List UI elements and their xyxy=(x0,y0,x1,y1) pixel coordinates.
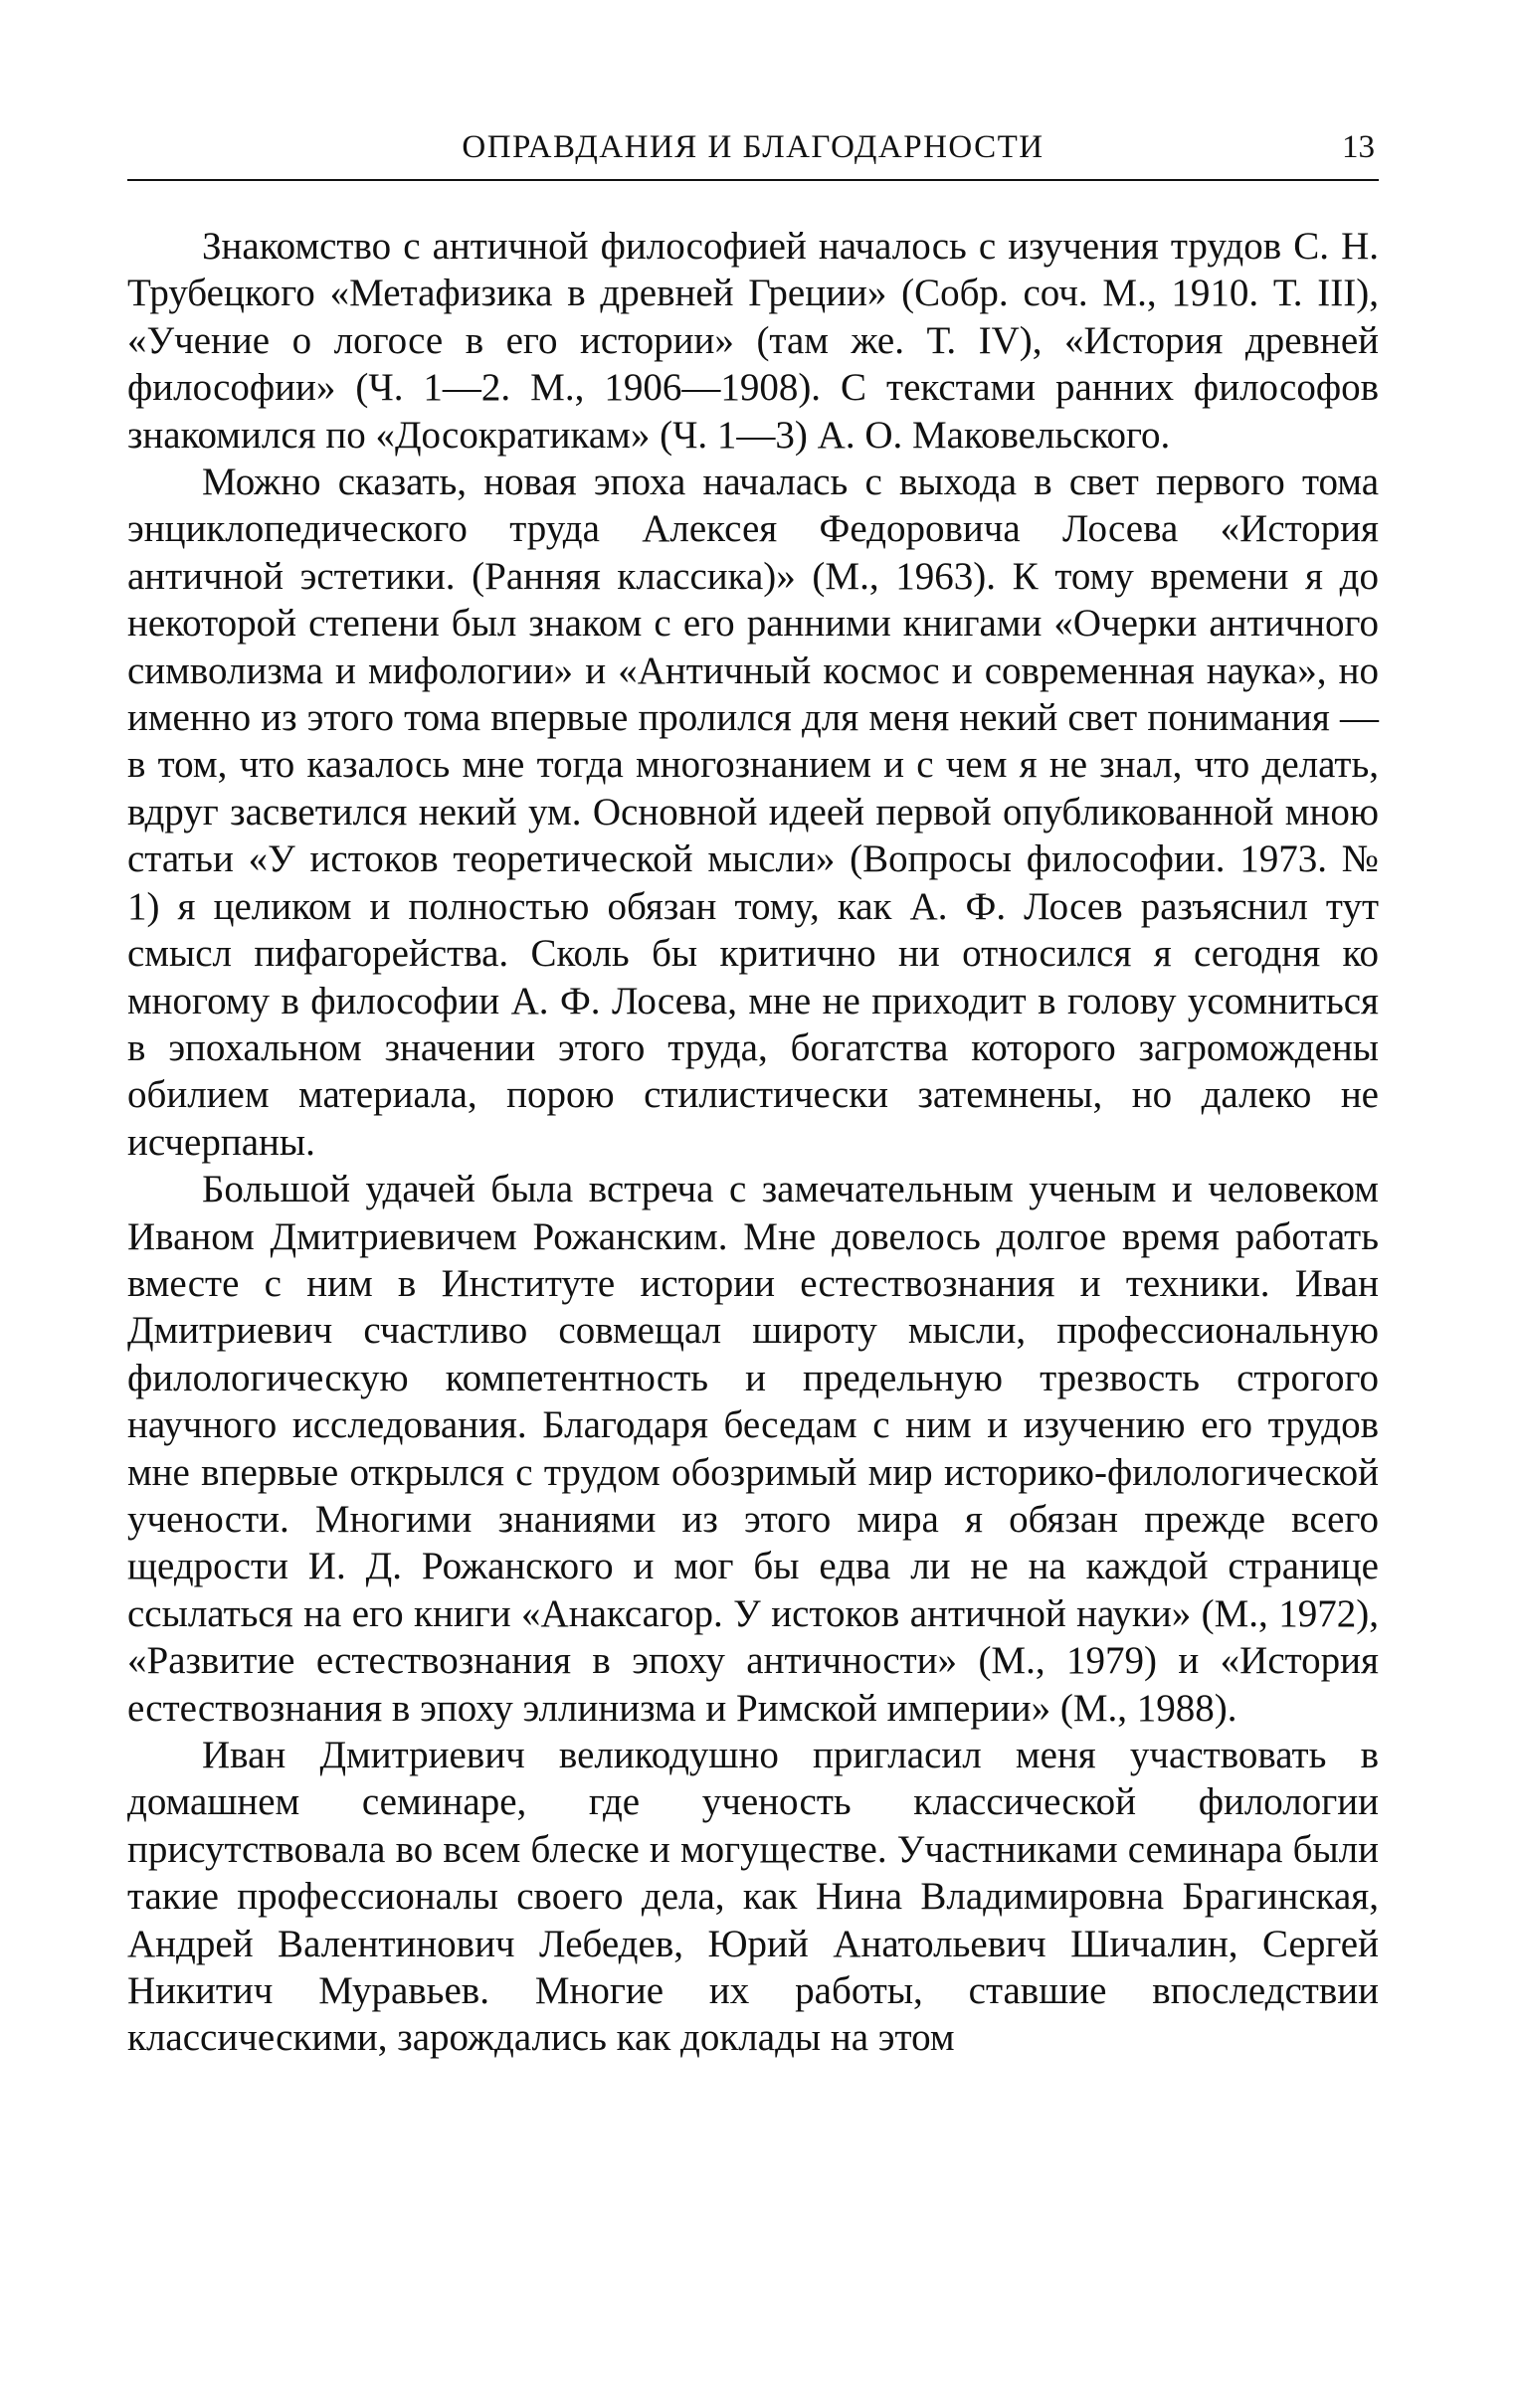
paragraph-2: Можно сказать, новая эпоха началась с выхода в свет первого тома энциклопедического труда Алексея Федоровича Лосева «История античной эстетики. (Ранняя классика)» (М., 1963). К тому времени я до некоторой степени был знаком с его ранними книгами «Очерки античного символизма и мифологии» и «Античный космос и современная наука», но именно из этого тома впервые пролился для меня некий свет понимания — в том, что казалось мне тогда многознанием и с чем я не знал, что делать, вдруг засветился некий ум. Основной идеей первой опубликованной мною статьи «У истоков теоретической мысли» (Вопросы философии. 1973. № 1) я целиком и полностью обязан тому, как А. Ф. Лосев разъяснил тут смысл пифагорейства. Сколь бы критично ни относился я сегодня ко многому в философии А. Ф. Лосева, мне не приходит в голову усомниться в эпохальном значении этого труда, богатства которого загромождены обилием материала, порою стилистически затемнены, но далеко не исчерпаны. xyxy=(127,461,1379,1164)
running-title: ОПРАВДАНИЯ И БЛАГОДАРНОСТИ xyxy=(462,129,1045,165)
book-page xyxy=(127,119,1379,2062)
paragraph-4: Иван Дмитриевич великодушно пригласил меня участвовать в домашнем семинаре, где ученость классической филологии присутствовала во всем блеске и могуществе. Участниками семинара были такие профессионалы своего дела, как Нина Владимировна Брагинская, Андрей Валентинович Лебедев, Юрий Анатольевич Шичалин, Сергей Никитич Муравьев. Многие их работы, ставшие впоследствии классическими, зарождались как доклады на этом xyxy=(127,1734,1379,2060)
paragraph-3: Большой удачей была встреча с замечательным ученым и человеком Иваном Дмитриевичем Рожанским. Мне довелось долгое время работать вместе с ним в Институте истории естествознания и техники. Иван Дмитриевич счастливо совмещал широту мысли, профессиональную филологическую компетентность и предельную трезвость строгого научного исследования. Благодаря беседам с ним и изучению его трудов мне впервые открылся с трудом обозримый мир историко-филологической учености. Многими знаниями из этого мира я обязан прежде всего щедрости И. Д. Рожанского и мог бы едва ли не на каждой странице ссылаться на его книги «Анаксагор. У истоков античной науки» (М., 1972), «Развитие естествознания в эпоху античности» (М., 1979) и «История естествознания в эпоху эллинизма и Римской империи» (М., 1988). xyxy=(127,1168,1379,1730)
body-text xyxy=(127,223,1379,2062)
page-number: 13 xyxy=(1342,129,1375,165)
paragraph-1: Знакомство с античной философией началось с изучения трудов С. Н. Трубецкого «Метафизика в древней Греции» (Собр. соч. М., 1910. Т. III), «Учение о логосе в его истории» (там же. Т. IV), «История древней философии» (Ч. 1—2. М., 1906—1908). С текстами ранних философов знакомился по «Досократикам» (Ч. 1—3) А. О. Маковельского. xyxy=(127,225,1379,457)
running-head xyxy=(127,119,1379,181)
